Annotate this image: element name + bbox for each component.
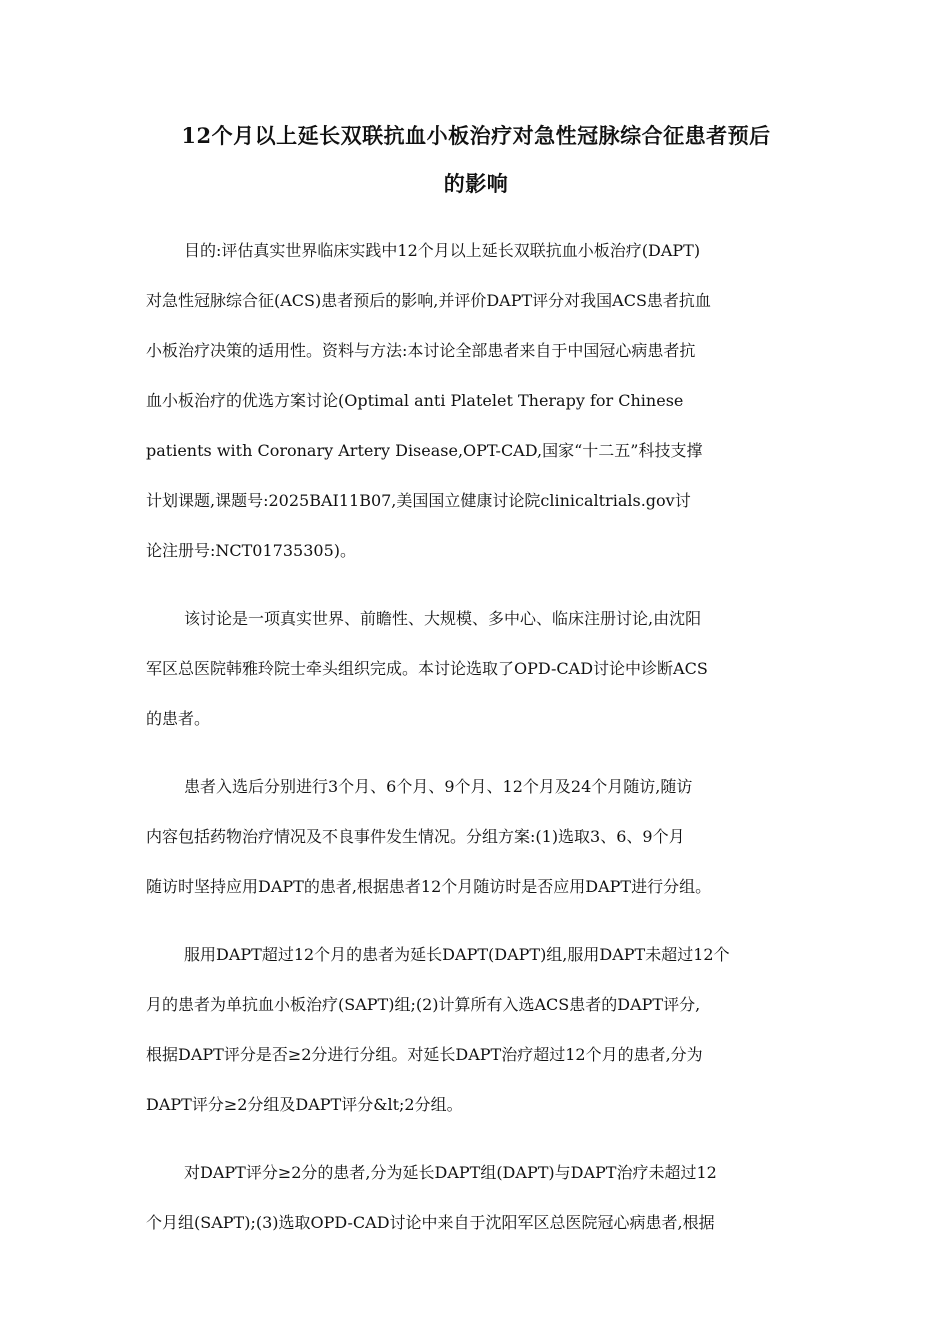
text-line: 论注册号:NCT01735305)。 bbox=[146, 541, 356, 560]
text-line: 计划课题,课题号:2025BAI11B07,美国国立健康讨论院clinicaltrials.gov讨 bbox=[146, 491, 691, 510]
paragraph-grouping bbox=[146, 930, 806, 1130]
text-line: 该讨论是一项真实世界、前瞻性、大规模、多中心、临床注册讨论,由沈阳 bbox=[184, 609, 702, 628]
text-line: 目的:评估真实世界临床实践中12个月以上延长双联抗血小板治疗(DAPT) bbox=[184, 241, 701, 260]
text-line: patients with Coronary Artery Disease,OPT-CAD,国家“十二五”科技支撑 bbox=[146, 441, 703, 460]
title-line-1: 12个月以上延长双联抗血小板治疗对急性冠脉综合征患者预后 bbox=[181, 123, 771, 148]
text-line: 小板治疗决策的适用性。资料与方法:本讨论全部患者来自于中国冠心病患者抗 bbox=[146, 341, 696, 360]
text-line: 的患者。 bbox=[146, 709, 211, 728]
title-line-2: 的影响 bbox=[443, 171, 509, 196]
text-line: 根据DAPT评分是否≥2分进行分组。对延长DAPT治疗超过12个月的患者,分为 bbox=[146, 1045, 703, 1064]
text-line: 军区总医院韩雅玲院士牵头组织完成。本讨论选取了OPD-CAD讨论中诊断ACS bbox=[146, 659, 708, 678]
paragraph-objective bbox=[146, 226, 806, 576]
text-line: 内容包括药物治疗情况及不良事件发生情况。分组方案:(1)选取3、6、9个月 bbox=[146, 827, 685, 846]
text-line: 对急性冠脉综合征(ACS)患者预后的影响,并评价DAPT评分对我国ACS患者抗血 bbox=[146, 291, 711, 310]
text-line: 对DAPT评分≥2分的患者,分为延长DAPT组(DAPT)与DAPT治疗未超过12 bbox=[184, 1163, 717, 1182]
document-page bbox=[146, 112, 806, 1266]
text-line: 服用DAPT超过12个月的患者为延长DAPT(DAPT)组,服用DAPT未超过12个 bbox=[184, 945, 730, 964]
paragraph-study-design bbox=[146, 594, 806, 744]
paragraph-dapt-score bbox=[146, 1148, 806, 1248]
text-line: DAPT评分≥2分组及DAPT评分&lt;2分组。 bbox=[146, 1095, 463, 1114]
text-line: 随访时坚持应用DAPT的患者,根据患者12个月随访时是否应用DAPT进行分组。 bbox=[146, 877, 712, 896]
text-line: 个月组(SAPT);(3)选取OPD-CAD讨论中来自于沈阳军区总医院冠心病患者,根据 bbox=[146, 1213, 715, 1232]
paragraph-follow-up bbox=[146, 762, 806, 912]
text-line: 患者入选后分别进行3个月、6个月、9个月、12个月及24个月随访,随访 bbox=[184, 777, 693, 796]
text-line: 血小板治疗的优选方案讨论(Optimal anti Platelet Therapy for Chinese bbox=[146, 391, 684, 410]
document-title bbox=[146, 112, 806, 208]
text-line: 月的患者为单抗血小板治疗(SAPT)组;(2)计算所有入选ACS患者的DAPT评分, bbox=[146, 995, 701, 1014]
